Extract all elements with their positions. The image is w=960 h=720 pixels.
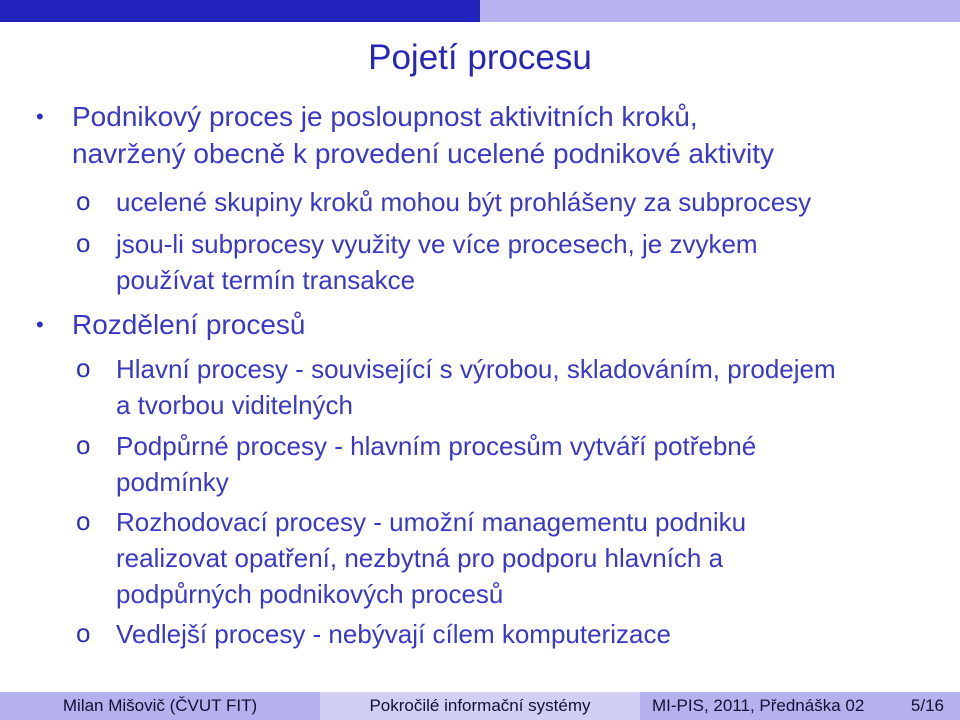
top-bar-dark-segment (0, 0, 480, 22)
bullet-text-line: jsou-li subprocesy využity ve více procesech, je zvykem (116, 229, 758, 259)
bullet-circle-icon: o (76, 353, 91, 383)
footer-course-info: MI-PIS, 2011, Přednáška 02 (652, 696, 865, 715)
bullet-level2 (76, 226, 758, 298)
bullet-dot-icon: • (36, 104, 44, 129)
slide-title-text: Pojetí procesu (368, 38, 592, 77)
footer-page-number: 5/16 (910, 696, 944, 715)
bullet-level2 (76, 351, 836, 423)
bullet-level1 (36, 306, 306, 343)
bullet-level2 (76, 616, 671, 652)
bullet-level1 (36, 98, 774, 172)
bullet-text-line: Rozhodovací procesy - umožní managementu podniku (116, 507, 747, 537)
bullet-text-line: Rozdělení procesů (72, 309, 306, 340)
bullet-dot-icon: • (36, 312, 44, 337)
slide-title (0, 38, 960, 78)
footer-course-info-panel (640, 692, 960, 720)
bullet-text-line: používat termín transakce (116, 265, 416, 295)
bullet-text-line: a tvorbou viditelných (116, 390, 354, 420)
bullet-text-line: Podnikový proces je posloupnost aktivitních kroků, (72, 101, 698, 132)
bullet-text-line: realizovat opatření, nezbytná pro podporu hlavních a (116, 543, 724, 573)
bullet-level2 (76, 504, 747, 612)
bullet-circle-icon: o (76, 506, 91, 536)
bullet-circle-icon: o (76, 618, 91, 648)
bullet-text-line: Hlavní procesy - související s výrobou, skladováním, prodejem (116, 354, 836, 384)
top-decor-bar (0, 0, 960, 22)
bullet-text-line: Vedlejší procesy - nebývají cílem komputerizace (116, 619, 671, 649)
bullet-circle-icon: o (76, 186, 91, 216)
slide-footer (0, 692, 960, 720)
bullet-text-line: podmínky (116, 467, 229, 497)
bullet-text-line: podpůrných podnikových procesů (116, 579, 504, 609)
bullet-level2 (76, 184, 812, 220)
slide-content (0, 98, 960, 668)
bullet-text-line: Podpůrné procesy - hlavním procesům vytváří potřebné (116, 431, 757, 461)
bullet-text-line: navržený obecně k provedení ucelené podnikové aktivity (72, 138, 774, 169)
bullet-text-line: ucelené skupiny kroků mohou být prohlášeny za subprocesy (116, 187, 812, 217)
footer-course-name: Pokročilé informační systémy (320, 692, 640, 720)
bullet-circle-icon: o (76, 228, 91, 258)
bullet-level2 (76, 428, 757, 500)
footer-author: Milan Mišovič (ČVUT FIT) (0, 692, 320, 720)
bullet-circle-icon: o (76, 430, 91, 460)
top-bar-light-segment (480, 0, 960, 22)
